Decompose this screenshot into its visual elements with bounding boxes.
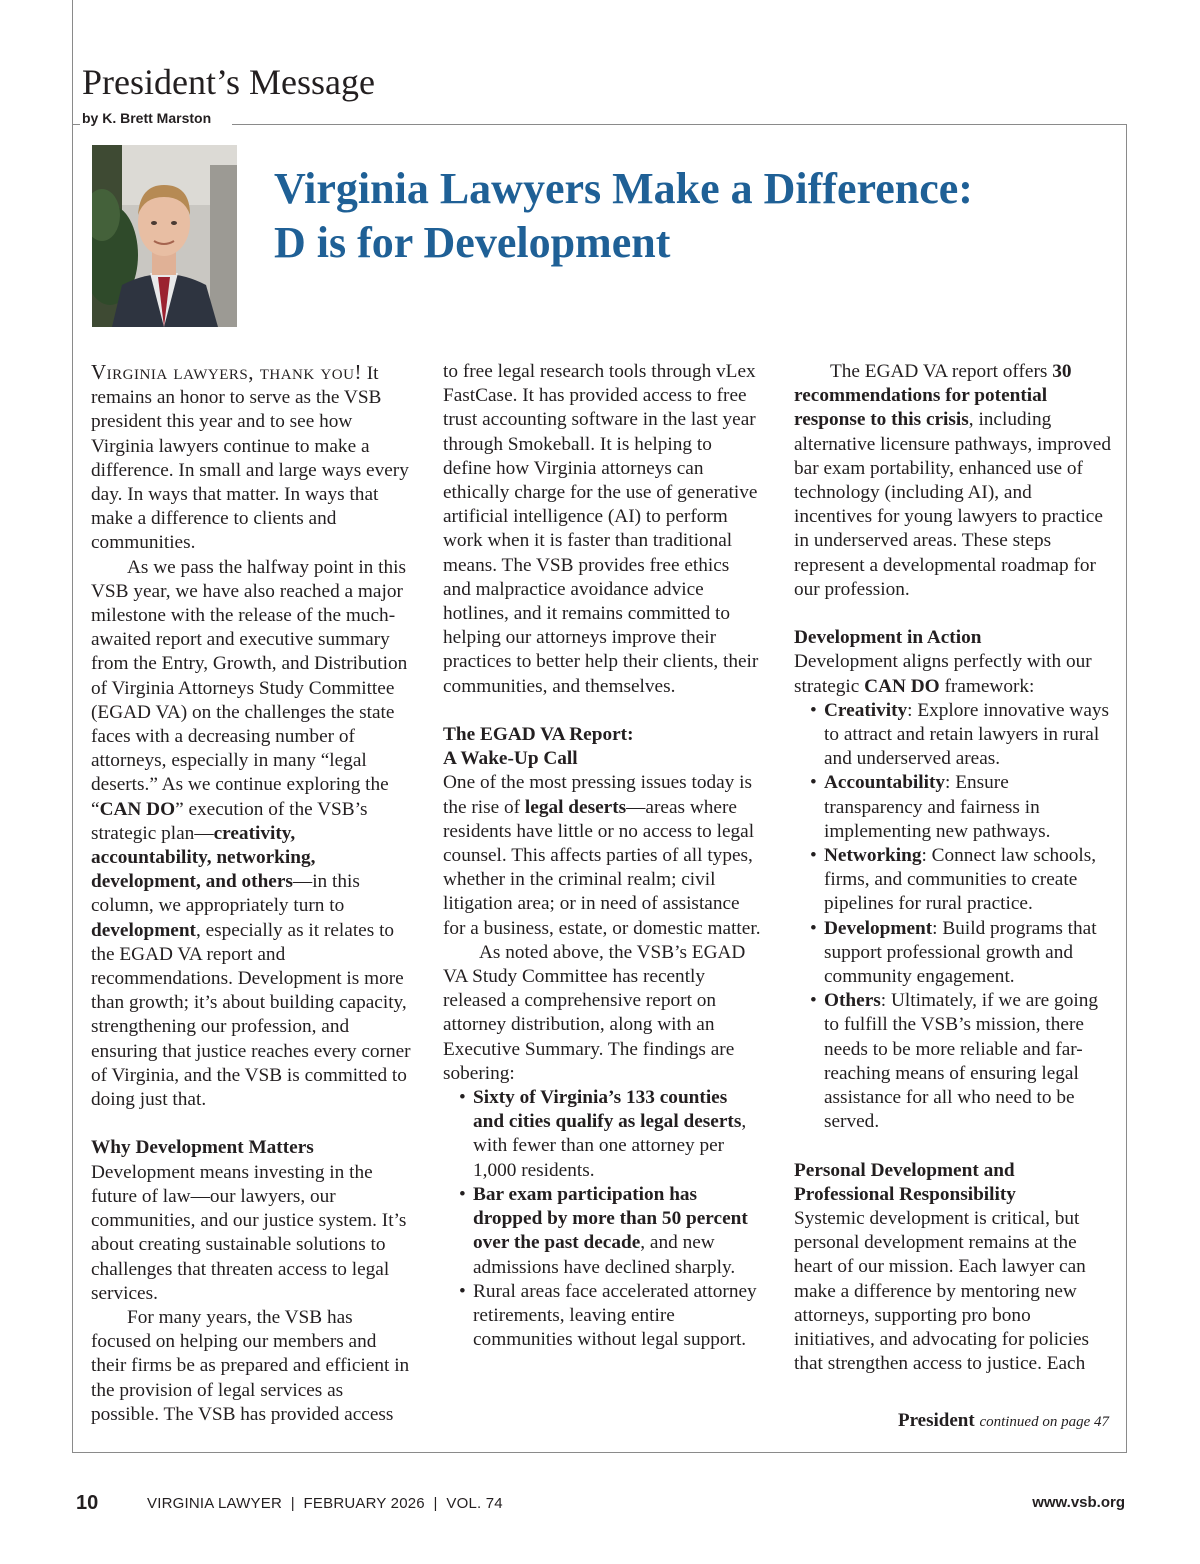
- col2-paragraph-2: One of the most pressing issues today is the rise of legal deserts—areas where residents have little or no access to legal counsel. This affects parties of all types, whether in the criminal realm; civil litigation area; or in need of assistance for a business, estate, or domestic matter.: [443, 772, 761, 939]
- column-2: [443, 360, 761, 1352]
- can-do-list: [794, 699, 1112, 1135]
- column-1: [91, 360, 411, 1427]
- lead-in: Virginia lawyers, thank you!: [91, 360, 362, 384]
- article-headline: [274, 162, 1074, 270]
- list-item: • Sixty of Virginia’s 133 counties and cities qualify as legal deserts, with fewer than one attorney per 1,000 residents.: [443, 1086, 761, 1183]
- publication-info: VIRGINIA LAWYER | FEBRUARY 2026 | VOL. 74: [147, 1495, 503, 1512]
- list-item: • Development: Build programs that support professional growth and community engagement.: [794, 917, 1112, 990]
- continued-label: President: [897, 1410, 975, 1431]
- column-3: [794, 360, 1112, 1377]
- col1-paragraph-2: As we pass the halfway point in this VSB year, we have also reached a major milestone with the release of the much-awaited report and executive summary from the Entry, Growth, and Distribution of Virginia Attorneys Study Committee (EGAD VA) on the challenges the state faces with a decreasing number of attorneys, especially in many “legal deserts.” As we continue exploring the “CAN DO” execution of the VSB’s strategic plan—creativity, accountability, networking, development, and others—in this column, we appropriately turn to development, especially as it relates to the EGAD VA report and recommendations. Development is more than growth; it’s about building capacity, strengthening our profession, and ensuring that justice reaches every corner of Virginia, and the VSB is committed to doing just that.: [91, 556, 411, 1111]
- headline-line-1: Virginia Lawyers Make a Difference:: [274, 164, 973, 213]
- col3-paragraph-3: Systemic development is critical, but personal development remains at the heart of our mission. Each lawyer can make a difference by mentoring new attorneys, supporting pro bono initiatives, and advocating for policies that strengthen access to justice. Each: [794, 1208, 1090, 1375]
- col3-paragraph-1: The EGAD VA report offers 30 recommendations for potential response to this crisis, including alternative licensure pathways, improved bar exam portability, enhanced use of technology (including AI), and incentives for young lawyers to practice in underserved areas. These steps represent a developmental roadmap for our profession.: [794, 361, 1111, 600]
- continued-jump-line[interactable]: [898, 1409, 1109, 1434]
- findings-list: [443, 1086, 761, 1352]
- list-item: • Rural areas face accelerated attorney retirements, leaving entire communities without legal support.: [443, 1280, 761, 1353]
- subhead-why-development: Why Development Matters: [91, 1137, 314, 1159]
- byline: by K. Brett Marston: [82, 110, 212, 126]
- col1-paragraph-1: Virginia lawyers, thank you! It remains an honor to serve as the VSB president this year and to see how Virginia lawyers continue to make a difference. In small and large ways every day. In ways that matter. In ways that make a difference to clients and communities.: [91, 360, 409, 554]
- col1-paragraph-4: For many years, the VSB has focused on helping our members and their firms be as prepared and efficient in the provision of legal services as possible. The VSB has provided access: [91, 1306, 410, 1425]
- col3-paragraph-2: Development aligns perfectly with our strategic CAN DO framework:: [794, 651, 1092, 697]
- author-photo: [92, 145, 237, 327]
- list-item: • Networking: Connect law schools, firms, and communities to create pipelines for rural practice.: [794, 844, 1112, 917]
- website-link[interactable]: www.vsb.org: [1032, 1494, 1125, 1511]
- subhead-egad-report: The EGAD VA Report: A Wake-Up Call: [443, 724, 634, 770]
- col1-paragraph-3: Development means investing in the future of law—our lawyers, our communities, and our justice system. It’s about creating sustainable solutions to challenges that threaten access to legal services.: [91, 1161, 407, 1304]
- headline-line-2: D is for Development: [274, 218, 671, 267]
- subhead-personal-development: Personal Development and Professional Responsibility: [794, 1159, 1016, 1205]
- list-item: • Creativity: Explore innovative ways to attract and retain lawyers in rural and underserved areas.: [794, 699, 1112, 772]
- page-number: 10: [76, 1492, 99, 1514]
- list-item: • Bar exam participation has dropped by more than 50 percent over the past decade, and new admissions have declined sharply.: [443, 1183, 761, 1280]
- col2-paragraph-3: As noted above, the VSB’s EGAD VA Study Committee has recently released a comprehensive report on attorney distribution, along with an Executive Summary. The findings are sobering:: [443, 941, 746, 1084]
- continued-text: continued on page 47: [979, 1414, 1109, 1430]
- list-item: • Others: Ultimately, if we are going to fulfill the VSB’s mission, there needs to be more reliable and far-reaching means of ensuring legal assistance for all who need to be served.: [794, 989, 1112, 1134]
- col2-paragraph-1: to free legal research tools through vLex FastCase. It has provided access to free trust accounting software in the last year through Smokeball. It is helping to define how Virginia attorneys can ethically charge for the use of generative artificial intelligence (AI) to perform work when it is faster than traditional means. The VSB provides free ethics and malpractice avoidance advice hotlines, and it remains committed to helping our attorneys improve their practices to better help their clients, their communities, and themselves.: [443, 361, 759, 697]
- section-title: President’s Message: [82, 62, 375, 102]
- list-item: • Accountability: Ensure transparency and fairness in implementing new pathways.: [794, 771, 1112, 844]
- subhead-development-in-action: Development in Action: [794, 627, 982, 649]
